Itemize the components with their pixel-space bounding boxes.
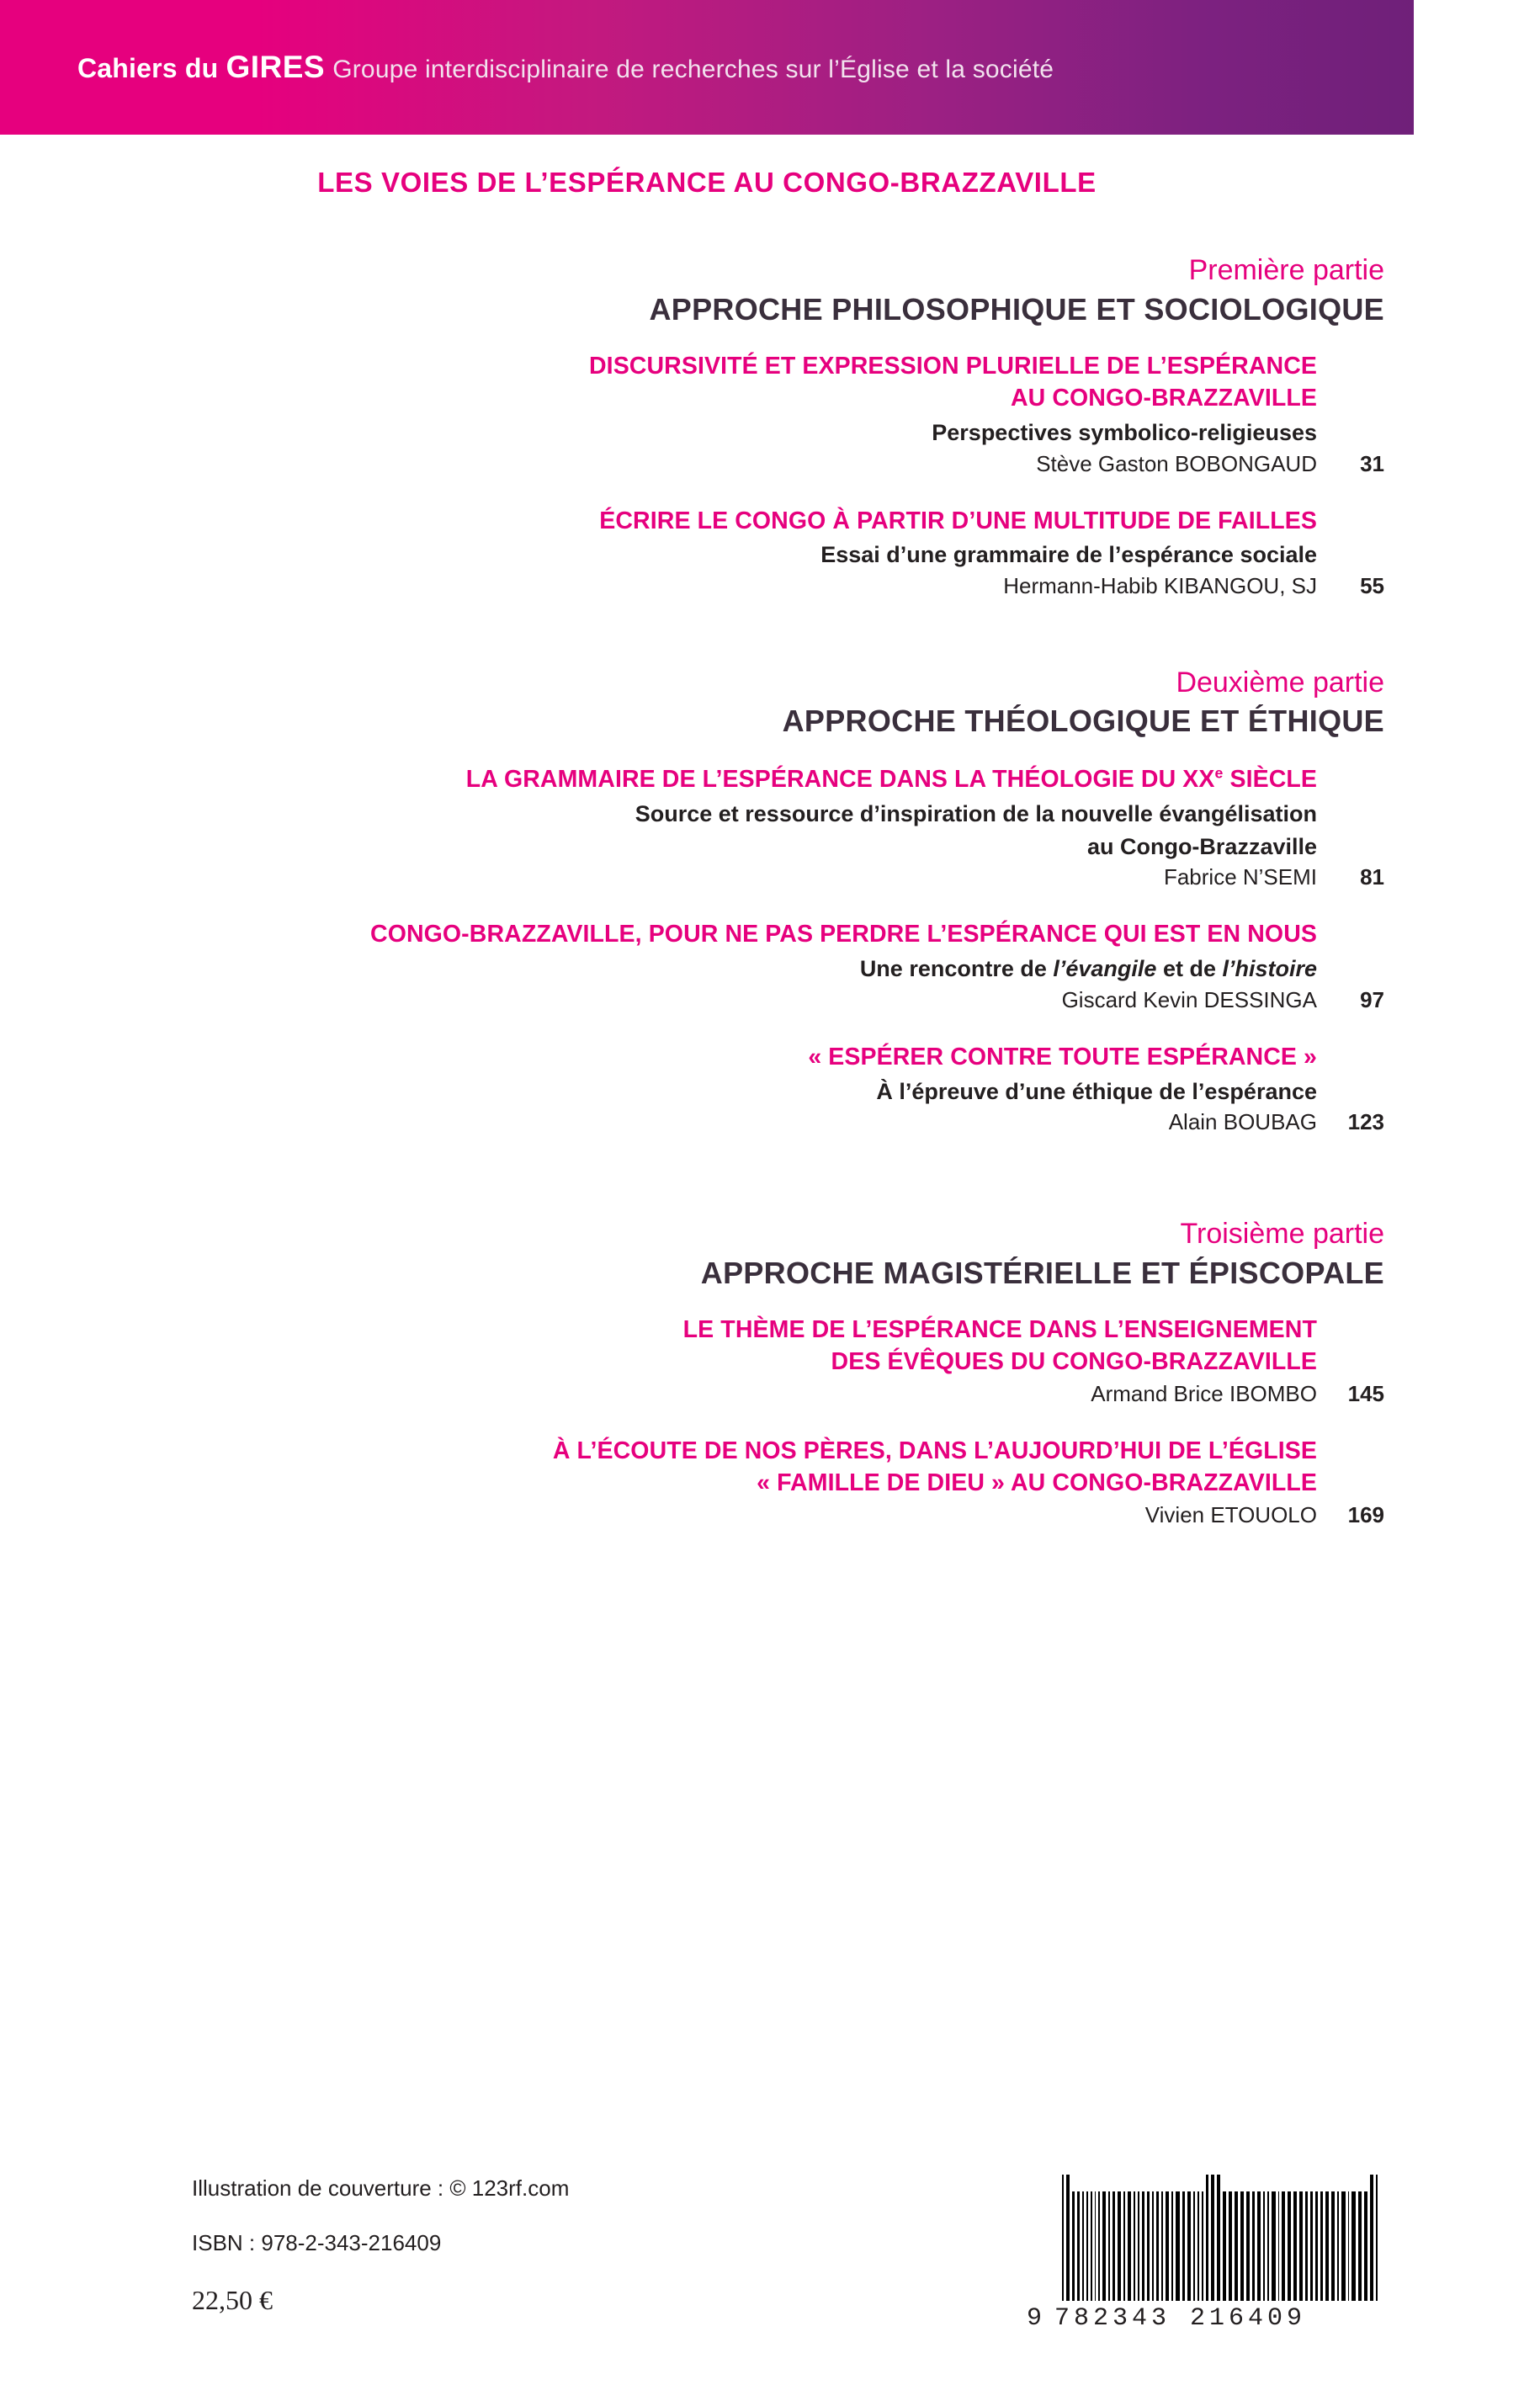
barcode-bars (1062, 2175, 1380, 2301)
toc-entry (84, 506, 1384, 599)
entry-author: Fabrice N’SEMI (1163, 864, 1317, 890)
footer-info (192, 2175, 865, 2316)
entry-title-line1: DISCURSIVITÉ ET EXPRESSION PLURIELLE DE L’ESPÉRANCE (589, 353, 1317, 380)
entry-subtitle-italic-2: l’histoire (1222, 956, 1317, 982)
entry-title-line1: À L’ÉCOUTE DE NOS PÈRES, DANS L’AUJOURD’HUI DE L’ÉGLISE (552, 1437, 1317, 1465)
entry-author-row (84, 1109, 1384, 1135)
part-label-3: Troisième partie (1180, 1218, 1384, 1251)
entry-subtitle-italic-1: l’évangile (1053, 956, 1157, 982)
entry-author: Stève Gaston BOBONGAUD (1036, 450, 1317, 476)
entry-subtitle: Source et ressource d’inspiration de la nouvelle évangélisation (635, 800, 1317, 826)
part-name-3: APPROCHE MAGISTÉRIELLE ET ÉPISCOPALE (700, 1255, 1384, 1290)
table-of-contents (84, 252, 1384, 1557)
entry-page-number: 169 (1347, 1501, 1384, 1527)
entry-subtitle (84, 953, 1384, 984)
entry-title-line1: « ESPÉRER CONTRE TOUTE ESPÉRANCE » (808, 1043, 1317, 1070)
barcode-main-digits: 782343 216409 (1054, 2304, 1307, 2333)
entry-author: Armand Brice IBOMBO (1091, 1381, 1317, 1407)
entry-subtitle-prefix: Une rencontre de (859, 956, 1054, 982)
entry-subtitle-mid: et de (1156, 956, 1223, 982)
entry-author: Hermann-Habib KIBANGOU, SJ (1003, 572, 1317, 598)
part-name-2: APPROCHE THÉOLOGIQUE ET ÉTHIQUE (782, 704, 1384, 739)
toc-entry (84, 763, 1384, 890)
cover-credit: Illustration de couverture : © 123rf.com (192, 2175, 570, 2201)
entry-subtitle: Essai d’une grammaire de l’espérance sociale (820, 542, 1317, 568)
part-heading-1 (84, 252, 1384, 329)
isbn-text: ISBN : 978-2-343-216409 (192, 2230, 442, 2255)
part-name-1: APPROCHE PHILOSOPHIQUE ET SOCIOLOGIQUE (649, 291, 1384, 327)
part-heading-2 (84, 665, 1384, 741)
entry-author-row (84, 573, 1384, 599)
brand-subtitle: Groupe interdisciplinaire de recherches sur l’Église et la société (332, 56, 1054, 83)
entry-page-number: 81 (1360, 864, 1384, 890)
entry-title-line1 (84, 763, 1384, 795)
entry-author: Vivien ETOUOLO (1144, 1501, 1317, 1527)
toc-entry (84, 351, 1384, 476)
entry-page-number: 55 (1360, 572, 1384, 598)
brand-acronym: GIRES (226, 50, 326, 84)
price-text: 22,50 € (192, 2285, 273, 2315)
part-heading-3 (84, 1216, 1384, 1293)
entry-author-row (84, 987, 1384, 1013)
barcode-digits (1027, 2304, 1380, 2333)
entry-title-line1: LE THÈME DE L’ESPÉRANCE DANS L’ENSEIGNEMENT (682, 1316, 1317, 1344)
entry-page-number: 97 (1360, 986, 1384, 1012)
entry-title-line2: DES ÉVÊQUES DU CONGO-BRAZZAVILLE (831, 1348, 1317, 1376)
publisher-header-text (77, 50, 1054, 85)
entry-author-row (84, 451, 1384, 477)
part-label-1: Première partie (1188, 254, 1384, 286)
entry-title-line1: CONGO-BRAZZAVILLE, POUR NE PAS PERDRE L’ESPÉRANCE QUI EST EN NOUS (370, 921, 1317, 948)
entry-title-line2: AU CONGO-BRAZZAVILLE (1010, 385, 1317, 412)
toc-entry (84, 1315, 1384, 1407)
entry-page-number: 123 (1347, 1109, 1384, 1135)
brand-name: Cahiers du (77, 53, 219, 83)
entry-author-row (84, 864, 1384, 890)
entry-title-text: LA GRAMMAIRE DE L’ESPÉRANCE DANS LA THÉOLOGIE DU XXe SIÈCLE (465, 764, 1317, 793)
entry-author: Giscard Kevin DESSINGA (1061, 986, 1317, 1012)
barcode (1027, 2175, 1380, 2333)
entry-author-row (84, 1381, 1384, 1407)
publisher-header-band (0, 0, 1414, 135)
toc-entry (84, 919, 1384, 1012)
barcode-lead-digit: 9 (1027, 2304, 1047, 2333)
entry-author-row (84, 1502, 1384, 1528)
part-label-2: Deuxième partie (1176, 666, 1384, 699)
toc-entry (84, 1436, 1384, 1528)
entry-author: Alain BOUBAG (1168, 1109, 1317, 1135)
entry-page-number: 145 (1347, 1381, 1384, 1407)
toc-entry (84, 1042, 1384, 1135)
entry-page-number: 31 (1360, 450, 1384, 476)
entry-title-line2: « FAMILLE DE DIEU » AU CONGO-BRAZZAVILLE (757, 1469, 1317, 1497)
entry-subtitle-line2: au Congo-Brazzaville (1086, 833, 1317, 859)
book-title: LES VOIES DE L’ESPÉRANCE AU CONGO-BRAZZAVILLE (317, 167, 1097, 198)
entry-title-line1: ÉCRIRE LE CONGO À PARTIR D’UNE MULTITUDE DE FAILLES (599, 507, 1317, 534)
entry-subtitle: Perspectives symbolico-religieuses (932, 420, 1317, 446)
entry-subtitle: À l’épreuve d’une éthique de l’espérance (876, 1078, 1317, 1104)
